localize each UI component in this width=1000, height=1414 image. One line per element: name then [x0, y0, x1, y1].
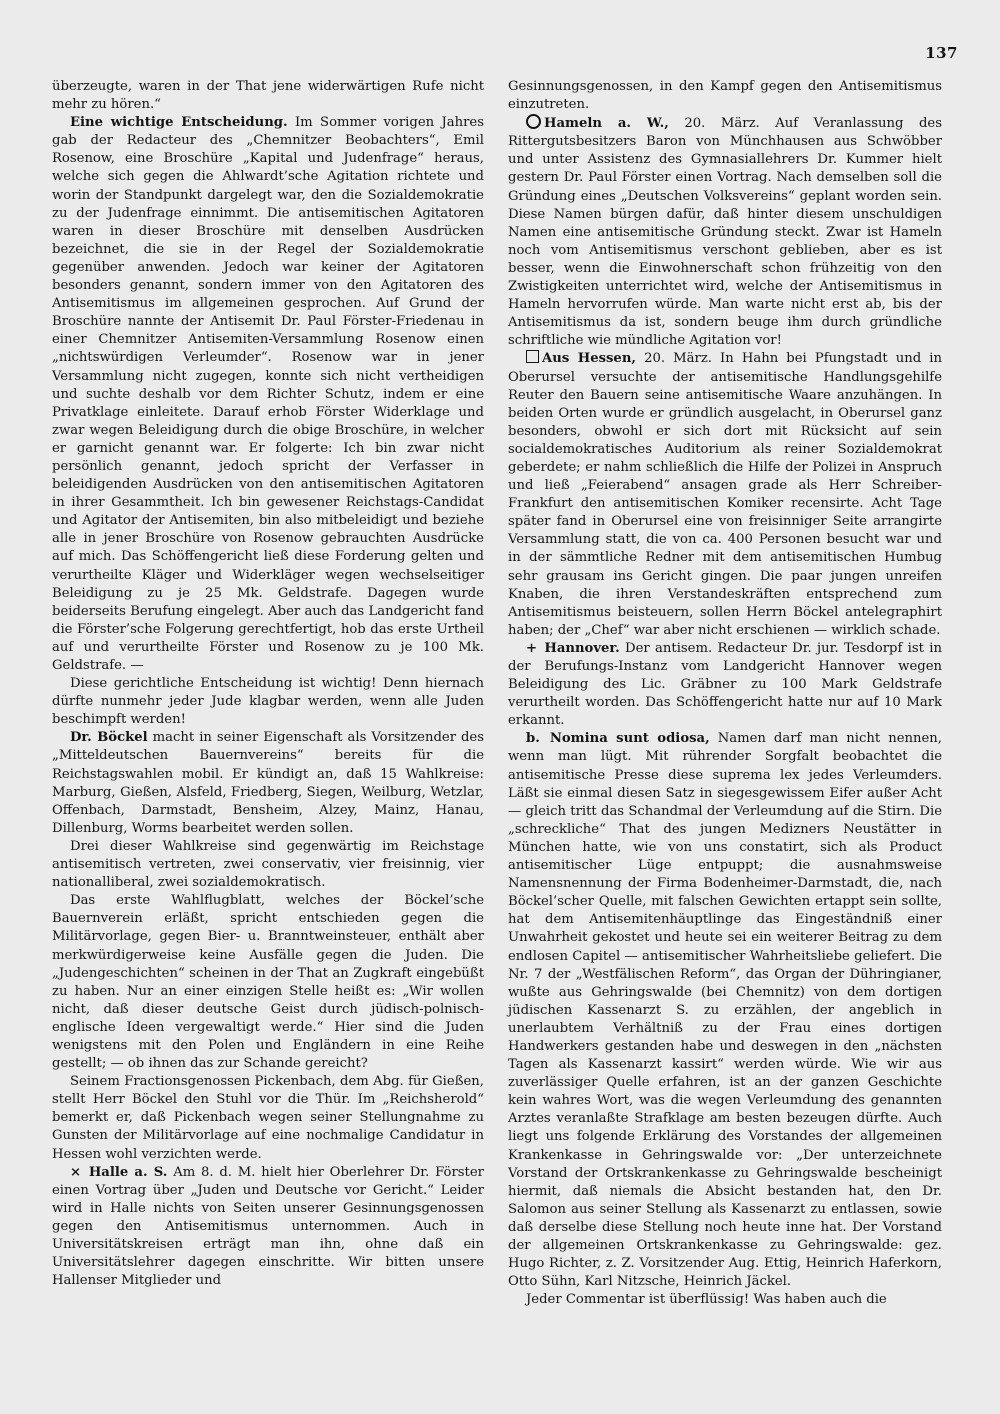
article-paragraph: [52, 1164, 484, 1291]
article-text: 20. März. Auf Veranlassung des Rittergutsbesitzers Baron von Münchhausen aus Schwöbber und unter Assistenz des Gymnasiallehrers Dr. Kummer hielt gestern Dr. Paul Förster einen Vortrag. Nach demselben soll die Gründung eines „Deutschen Volksvereins“ geplant worden sein. Diese Namen bürgen dafür, daß hinter diesem unschuldigen Namen eine antisemitische Gründung steckt. Zwar ist Hameln noch vom Antisemitismus verschont geblieben, aber es ist besser, wenn die Einwohnerschaft schon frühzeitig von den Zwistigkeiten unterrichtet wird, welche der Antisemitismus in Hameln hervorrufen würde. Man warte nicht erst ab, bis der Antisemitismus da ist, sondern beuge ihm durch gründliche schriftliche wie mündliche Agitation vor!: [508, 116, 943, 349]
article-paragraph: [508, 350, 942, 640]
article-paragraph: [52, 675, 484, 729]
article-text: Jeder Commentar ist überflüssig! Was haben auch die: [526, 1292, 887, 1308]
article-text: Drei dieser Wahlkreise sind gegenwärtig im Reichstage antisemitisch vertreten, zwei conservativ, vier freisinnig, vier nationalliberal, zwei sozialdemokratisch.: [52, 838, 484, 891]
section-marker: ×: [70, 1164, 82, 1180]
article-text: Das erste Wahlflugblatt, welches der Böckel’sche Bauernverein erläßt, spricht entschieden gegen die Militärvorlage, gegen Bier- u. Branntweinsteuer, enthält aber merkwürdigerweise keine Ausfälle gegen die Juden. Die „Judengeschichten“ scheinen in der That an Zugkraft eingebüßt zu haben. Nur an einer einzigen Stelle heißt es: „Wir wollen nicht, daß dieser deutsche Geist durch jüdisch-polnisch-englische Ideen vergewaltigt werde.“ Hier sind die Juden wenigstens mit den Polen und Engländern in eine Reihe gestellt; — ob ihnen das zur Schande gereicht?: [52, 893, 484, 1072]
article-paragraph: [508, 114, 942, 350]
article-heading: Nomina sunt odiosa,: [549, 731, 710, 747]
page-number: 137: [925, 44, 958, 62]
circle-marker-icon: [526, 114, 541, 129]
article-text: Der antisem. Redacteur Dr. jur. Tesdorpf ist in der Berufungs-Instanz vom Landgericht Hannover wegen Beleidigung des Lic. Gräbner zu 100 Mark Geldstrafe verurtheilt worden. Das Schöffengericht hatte nur auf 10 Mark erkannt.: [508, 640, 942, 729]
article-text: Im Sommer vorigen Jahres gab der Redacteur des „Chemnitzer Beobachters“, Emil Rosenow, eine Broschüre „Kapital und Judenfrage“ heraus, welche sich gegen die Ahlwardt’sche Agitation richtete und worin der Standpunkt dargelegt war, den die Sozialdemokratie zu der Judenfrage einnimmt. Die antisemitischen Agitatoren waren in dieser Broschüre mit denselben Ausdrücken bezeichnet, die sie in der Regel der Sozialdemokratie gegenüber anwenden. Jedoch war keiner der Agitatoren besonders genannt, sondern immer von den Agitatoren des Antisemitismus im allgemeinen gesprochen. Auf Grund der Broschüre nannte der Antisemit Dr. Paul Förster-Friedenau in einer Chemnitzer Antisemiten-Versammlung Rosenow einen „nichtswürdigen Verleumder“. Rosenow war in jener Versammlung nicht zugegen, konnte sich nicht vertheidigen und suchte deshalb vor dem Richter Schutz, indem er eine Privatklage einleitete. Darauf erhob Förster Widerklage und zwar wegen Beleidigung durch die obige Broschüre, in welcher er garnicht genannt war. Er folgerte: Ich bin zwar nicht persönlich genannt, jedoch spricht der Verfasser in beleidigenden Ausdrücken von den antisemitischen Agitatoren in ihrer Gesammtheit. Ich bin gewesener Reichstags-Candidat und Agitator der Antisemiten, bin also mitbeleidigt und beziehe alle in jener Broschüre von Rosenow gebrauchten Ausdrücke auf mich. Das Schöffengericht ließ diese Forderung gelten und verurtheilte Kläger und Widerkläger wegen wechselseitiger Beleidigung zu je 25 Mk. Geldstrafe. Dagegen wurde beiderseits Berufung eingelegt. Aber auch das Landgericht fand die Förster’sche Folgerung gerechtfertigt, hob das erste Urtheil auf und verurtheilte Förster und Rosenow zu je 100 Mk. Geldstrafe. —: [52, 115, 484, 673]
section-marker: +: [526, 640, 538, 656]
article-heading: Halle a. S.: [88, 1164, 168, 1180]
article-paragraph: [52, 892, 484, 1073]
article-text: Seinem Fractionsgenossen Pickenbach, dem Abg. für Gießen, stellt Herr Böckel den Stuhl vor die Thür. Im „Reichsherold“ bemerkt er, daß Pickenbach wegen seiner Stellungnahme zu Gunsten der Militärvorlage auf eine nochmalige Candidatur in Hessen wohl verzichten werde.: [52, 1074, 484, 1162]
article-heading: Dr. Böckel: [70, 730, 148, 746]
article-text: Namen darf man nicht nennen, wenn man lügt. Mit rührender Sorgfalt beobachtet die antisemitische Presse diese suprema lex jedes Verleumders. Läßt sie einmal diesen Satz in siegesgewissem Eifer außer Acht — gleich tritt das Schandmal der Verleumdung auf die Stirn. Die „schreckliche“ That des jungen Medizners Neustätter in München hatte, wie von uns constatirt, sich als Product antisemitischer Lüge entpuppt; die ausnahmsweise Namensnennung der Firma Bodenheimer-Darmstadt, die, nach Böckel’scher Quelle, mit falschen Gewichten ertappt sein sollte, hat dem Antisemitenhäuptlinge das Eingeständniß einer Unwahrheit gekostet und heute sei ein weiterer Beitrag zu dem endlosen Capitel — antisemitischer Wahrheitsliebe geliefert. Die Nr. 7 der „Westfälischen Reform“, das Organ der Dühringianer, wußte aus Gehringswalde (bei Chemnitz) von dem dortigen jüdischen Kassenarzt S. zu erzählen, der angeblich in unerlaubtem Verhältniß zu der Frau eines dortigen Handwerkers gestanden habe und deswegen in den „nächsten Tagen als Kassenarzt kassirt“ werden würde. Wie wir aus zuverlässiger Quelle erfahren, ist an der ganzen Geschichte kein wahres Wort, was die wegen Verleumdung des genannten Arztes veranlaßte Strafklage am besten bezeugen dürfte. Auch liegt uns folgende Erklärung des Vorstandes der allgemeinen Krankenkasse in Gehringswalde vor: „Der unterzeichnete Vorstand der Ortskrankenkasse zu Gehringswalde bescheinigt hiermit, daß niemals die Absicht bestanden hat, den Dr. Salomon aus seiner Stellung als Kassenarzt zu entlassen, sowie daß derselbe diese Stellung noch heute inne hat. Der Vorstand der allgemeinen Ortskrankenkasse zu Gehringswalde: gez. Hugo Richter, z. Z. Vorsitzender Aug. Ettig, Heinrich Haferkorn, Otto Sühn, Karl Nitzsche, Heinrich Jäckel.: [508, 731, 942, 1290]
article-heading: Hannover.: [544, 640, 620, 656]
article-paragraph: [508, 730, 942, 1291]
article-paragraph: [508, 1291, 942, 1309]
article-text: Am 8. d. M. hielt hier Oberlehrer Dr. Förster einen Vortrag über „Juden und Deutsche vor Gericht.“ Leider wird in Halle nichts von Seiten unserer Gesinnungsgenossen gegen den Antisemitismus unternommen. Auch in Universitätskreisen erträgt man ihn, ohne daß ein Universitätslehrer dagegen einschritte. Wir bitten unsere Hallenser Mitglieder und: [52, 1164, 484, 1289]
article-paragraph: [508, 78, 942, 114]
article-heading: Hameln a. W.,: [544, 116, 669, 132]
article-text: Diese gerichtliche Entscheidung ist wichtig! Denn hiernach dürfte nunmehr jeder Jude klagbar werden, wenn alle Juden beschimpft werden!: [52, 676, 484, 728]
article-text: überzeugte, waren in der That jene widerwärtigen Rufe nicht mehr zu hören.“: [52, 79, 484, 113]
article-heading: Eine wichtige Entscheidung.: [70, 115, 288, 131]
square-marker-icon: [526, 350, 539, 363]
left-column: [52, 78, 484, 1290]
article-heading: Aus Hessen,: [542, 351, 636, 367]
article-text: Gesinnungsgenossen, in den Kampf gegen den Antisemitismus einzutreten.: [508, 79, 942, 113]
article-paragraph: [52, 78, 484, 114]
article-paragraph: [508, 640, 942, 730]
article-paragraph: [52, 114, 484, 675]
article-text: macht in seiner Eigenschaft als Vorsitzender des „Mitteldeutschen Bauernvereins“ bereits für die Reichstagswahlen mobil. Er kündigt an, daß 15 Wahlkreise: Marburg, Gießen, Alsfeld, Friedberg, Siegen, Weilburg, Wetzlar, Offenbach, Darmstadt, Bensheim, Alzey, Mainz, Hanau, Dillenburg, Worms bearbeitet werden sollen.: [52, 730, 484, 836]
section-marker: b.: [526, 731, 540, 747]
right-column: [508, 78, 942, 1309]
article-paragraph: [52, 729, 484, 838]
article-paragraph: [52, 1073, 484, 1163]
article-paragraph: [52, 838, 484, 892]
article-text: 20. März. In Hahn bei Pfungstadt und in Oberursel versuchte der antisemitische Handlungsgehilfe Reuter den Bauern seine antisemitische Waare anzuhängen. In beiden Orten wurde er gründlich ausgelacht, in Oberursel ganz besonders, obwohl er sich dort mit Rücksicht auf sein socialdemokratisches Auditorium als reiner Sozialdemokrat geberdete; er nahm schließlich die Hilfe der Polizei in Anspruch und ließ „Feierabend“ ansagen grade als Herr Schreiber-Frankfurt den antisemitischen Komiker recensirte. Acht Tage später fand in Oberursel eine von freisinniger Seite arrangirte Versammlung statt, die von ca. 400 Personen besucht war und in der sämmtliche Redner mit dem antisemitischen Humbug sehr grausam ins Gericht gingen. Die paar jungen unreifen Knaben, die ihren Verstandeskräften entsprechend zum Antisemitismus beisteuern, sollen Herrn Böckel antelegraphirt haben; der „Chef“ war aber nicht erschienen — wirklich schade.: [508, 351, 942, 638]
